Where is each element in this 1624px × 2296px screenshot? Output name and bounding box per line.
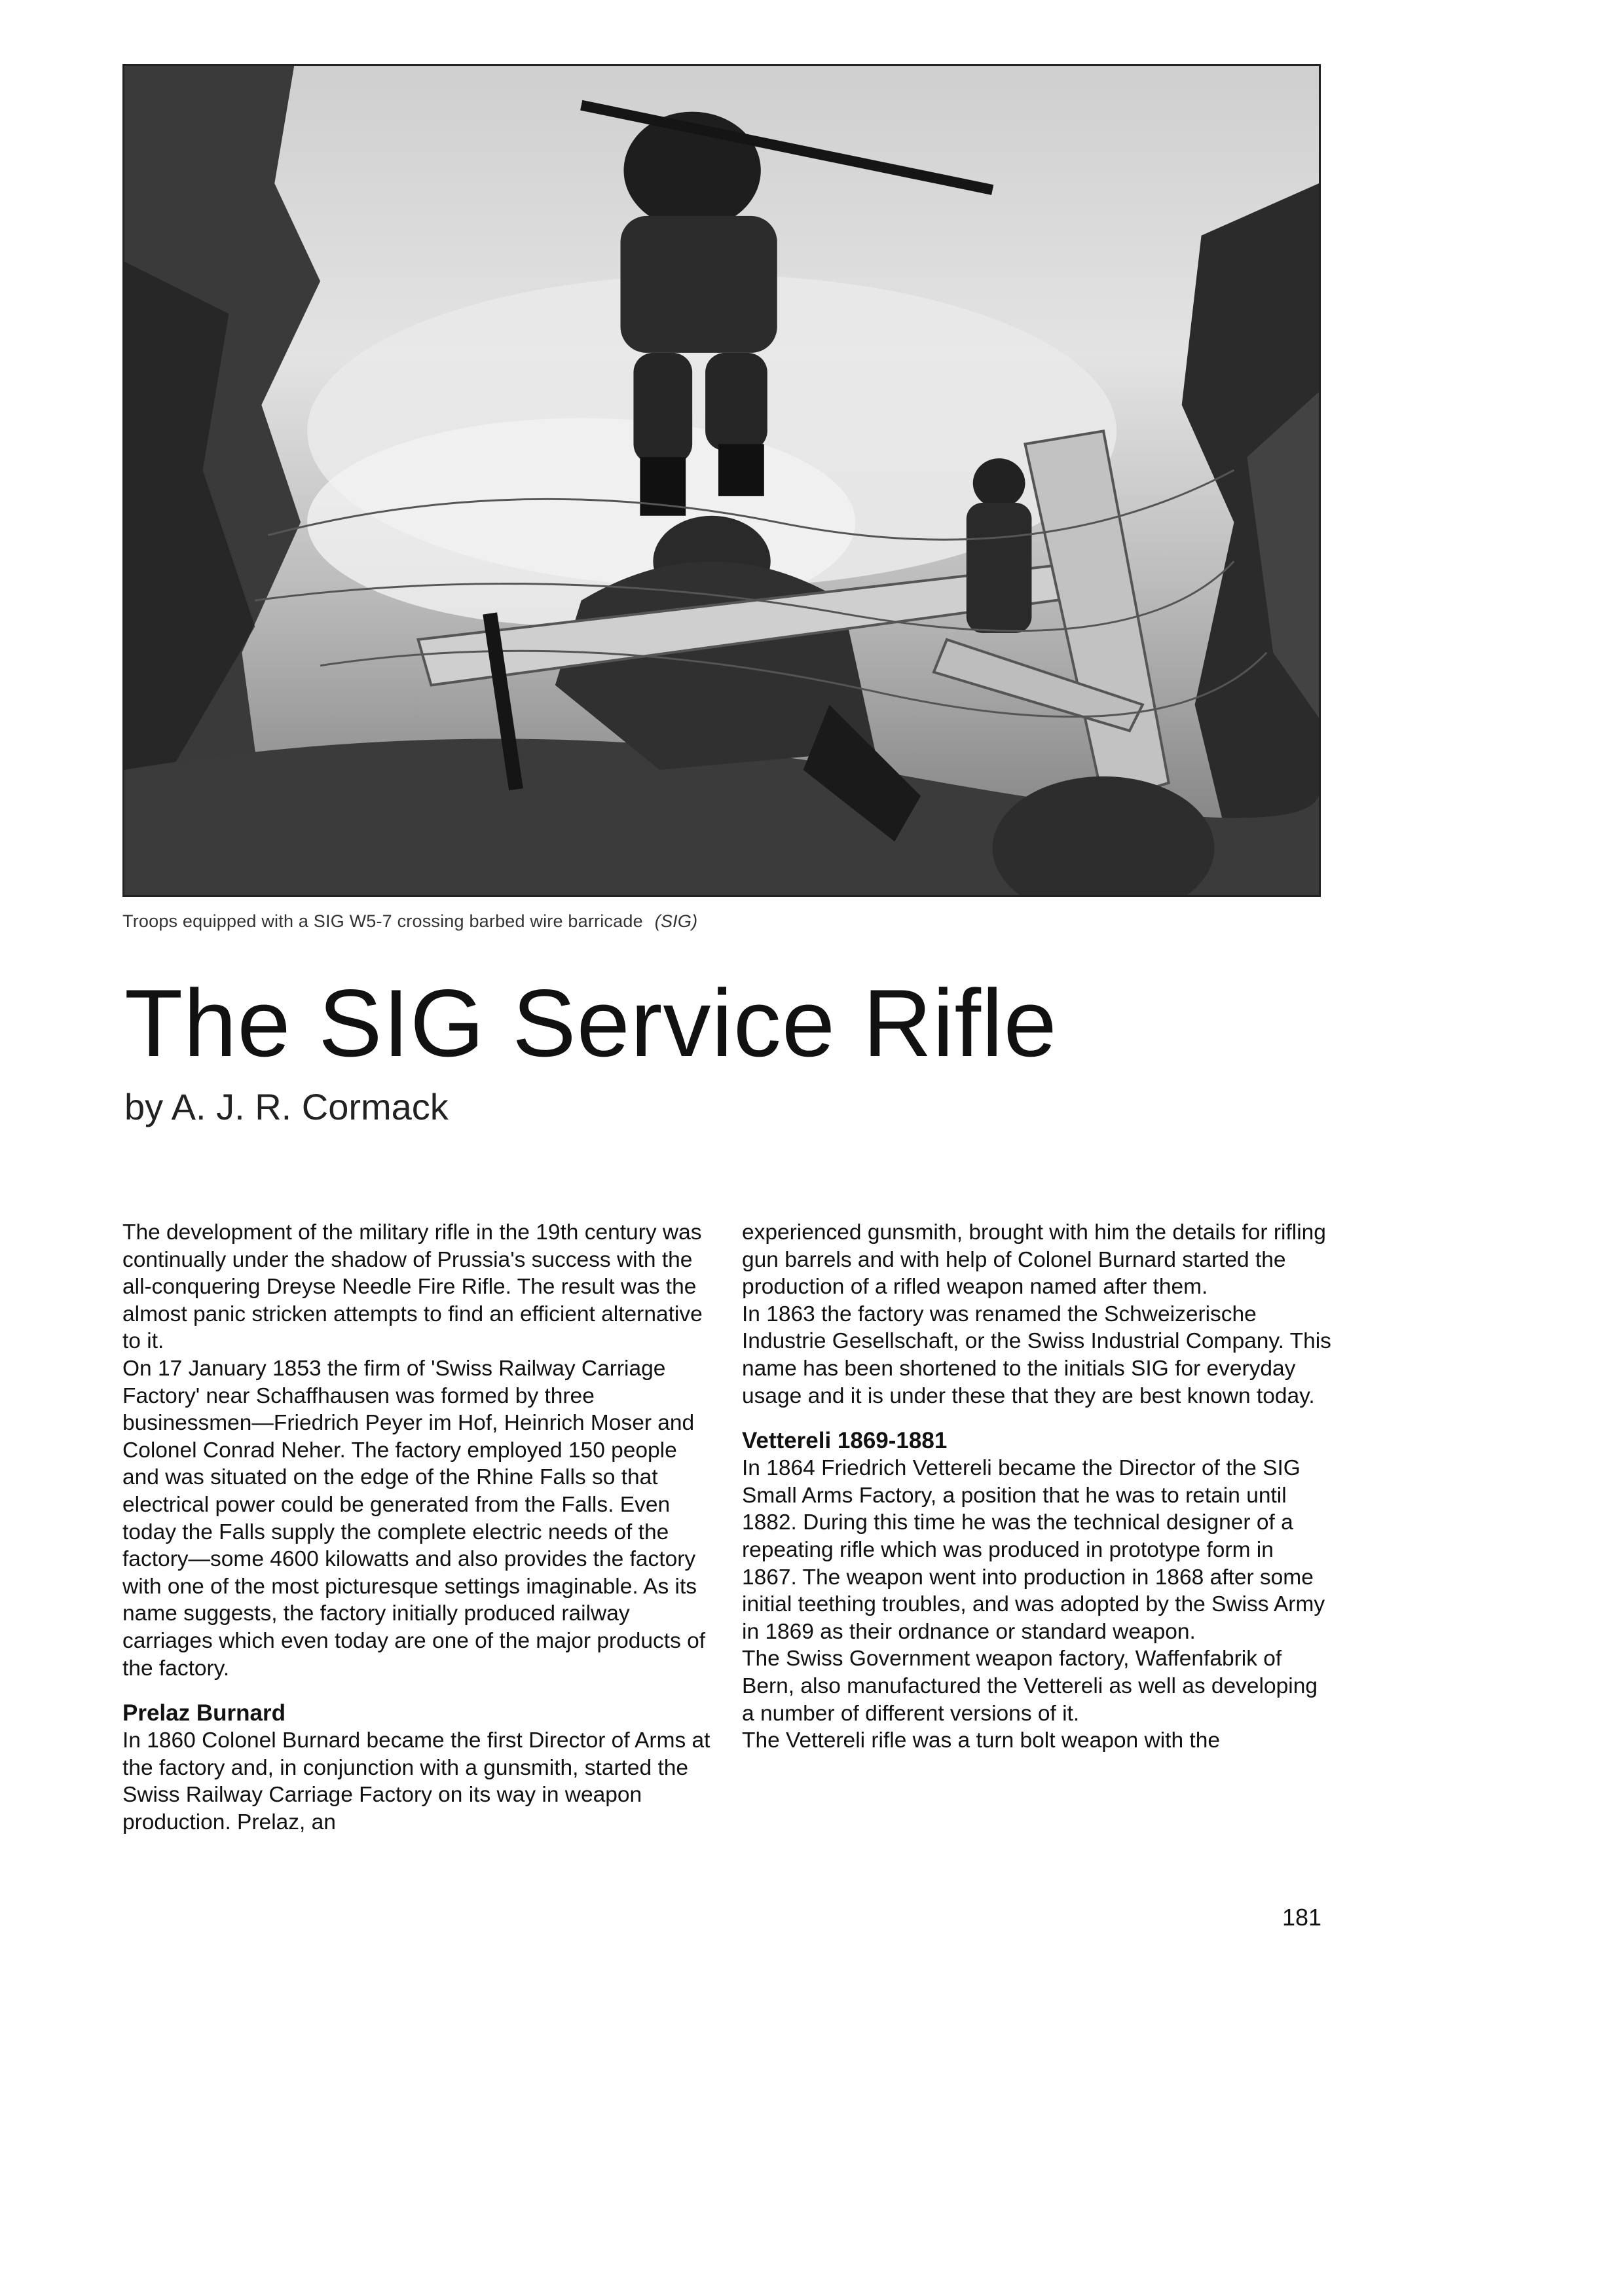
article-photo xyxy=(122,64,1321,897)
paragraph: In 1860 Colonel Burnard became the first Director of Arms at the factory and, in conjunction with a gunsmith, started the Swiss Railway Carriage Factory on its way in weapon production. Prelaz, an xyxy=(122,1728,710,1834)
section-heading: Prelaz Burnard xyxy=(122,1700,286,1726)
photo-illustration xyxy=(124,66,1319,895)
article-byline: by A. J. R. Cormack xyxy=(124,1086,449,1127)
page-number: 181 xyxy=(1282,1904,1322,1931)
paragraph: experienced gunsmith, brought with him the details for rifling gun barrels and with help of Colonel Burnard started the production of a rifled weapon named after them. xyxy=(742,1220,1326,1300)
photo-caption xyxy=(122,911,697,932)
paragraph: The development of the military rifle in the 19th century was continually under the shadow of Prussia's success with the all-conquering Dreyse Needle Fire Rifle. The result was the almost panic stricken attempts to find an efficient alternative to it. xyxy=(122,1220,703,1354)
left-column xyxy=(122,1219,712,1836)
section-heading: Vettereli 1869-1881 xyxy=(742,1428,948,1454)
paragraph: In 1864 Friedrich Vettereli became the Director of the SIG Small Arms Factory, a position that he was to retain until 1882. During this time he was the technical designer of a repeating rifle which was produced in prototype form in 1867. The weapon went into production in 1868 after some initial teething troubles, and was adopted by the Swiss Army in 1869 as their ordnance or standard weapon. xyxy=(742,1456,1325,1644)
paragraph: In 1863 the factory was renamed the Schweizerische Industrie Gesellschaft, or the Swiss Industrial Company. This name has been shortened to the initials SIG for everyday usage and it is under these that they are best known today. xyxy=(742,1302,1331,1408)
paragraph: On 17 January 1853 the firm of 'Swiss Railway Carriage Factory' near Schaffhausen was formed by three businessmen—Friedrich Peyer im Hof, Heinrich Moser and Colonel Conrad Neher. The factory employed 150 people and was situated on the edge of the Rhine Falls so that electrical power could be generated from the Falls. Even today the Falls supply the complete electric needs of the factory—some 4600 kilowatts and also provides the factory with one of the most picturesque settings imaginable. As its name suggests, the factory initially produced railway carriages which even today are one of the major products of the factory. xyxy=(122,1356,706,1681)
right-column xyxy=(742,1219,1331,1755)
article-title: The SIG Service Rifle xyxy=(124,970,1058,1076)
paragraph: The Swiss Government weapon factory, Waffenfabrik of Bern, also manufactured the Vettereli as well as developing a number of different versions of it. xyxy=(742,1647,1318,1726)
caption-text: Troops equipped with a SIG W5-7 crossing barbed wire barricade xyxy=(122,911,643,931)
paragraph: The Vettereli rifle was a turn bolt weapon with the xyxy=(742,1728,1220,1753)
caption-credit: (SIG) xyxy=(654,911,698,931)
